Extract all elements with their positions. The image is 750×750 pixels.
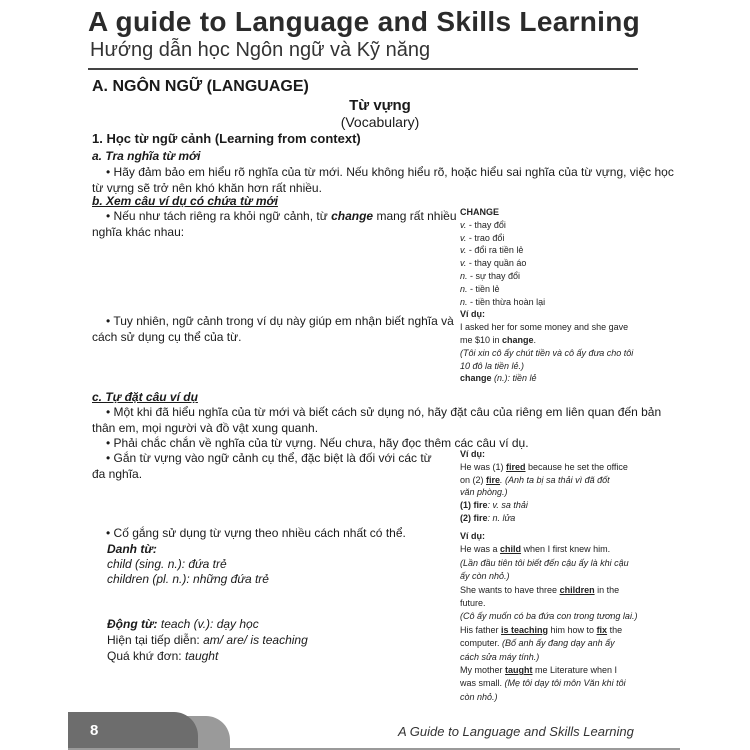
meaning-text: - thay đổi bbox=[466, 219, 506, 230]
keyword-child: child bbox=[500, 544, 522, 555]
keyword-is-teaching: is teaching bbox=[501, 624, 549, 635]
keyword-fix: fix bbox=[596, 624, 608, 635]
translation-line: cách sửa máy tính.) bbox=[460, 651, 540, 662]
present-line bbox=[107, 632, 308, 648]
page-subtitle: Hướng dẫn học Ngôn ngữ và Kỹ năng bbox=[90, 39, 431, 61]
text-span: • Nếu như tách riêng ra khỏi ngữ cảnh, từ bbox=[106, 209, 332, 223]
part-b-para1 bbox=[106, 208, 457, 224]
example-line bbox=[460, 677, 637, 690]
fire-box bbox=[460, 448, 628, 525]
example-label: Ví dụ: bbox=[460, 531, 485, 541]
text-span: . (Anh ta bị sa thải vì đã đốt bbox=[500, 474, 610, 485]
meaning-text: - sự thay đổi bbox=[467, 270, 521, 281]
text-span: His father bbox=[460, 624, 502, 635]
meaning-row bbox=[460, 296, 633, 309]
text-span: taught bbox=[184, 649, 219, 663]
text-span: when I first knew him. bbox=[521, 544, 611, 555]
text-span: because he set the office bbox=[525, 461, 628, 472]
text-span: computer. bbox=[460, 638, 503, 649]
pos-label: n. bbox=[460, 283, 468, 294]
meaning-row bbox=[460, 270, 633, 283]
translation-line: (Lần đầu tiên tôi biết đến cậu ấy là khi cậu bbox=[460, 557, 629, 568]
meaning-row bbox=[460, 283, 633, 296]
footer-title: A Guide to Language and Skills Learning bbox=[398, 724, 634, 739]
part-c-heading: c. Tự đặt câu ví dụ bbox=[92, 390, 198, 404]
child-box bbox=[460, 530, 637, 704]
definition-line bbox=[460, 512, 628, 525]
text-span: : n. lửa bbox=[487, 512, 516, 523]
text-span: (1) fire bbox=[460, 500, 488, 511]
meaning-text: - đổi ra tiền lẻ bbox=[466, 245, 524, 256]
vocabulary-title: Từ vựng bbox=[349, 97, 411, 114]
meaning-text: - thay quần áo bbox=[466, 258, 527, 269]
example-line bbox=[460, 334, 633, 347]
text-span: She wants to have three bbox=[460, 584, 560, 595]
part-a-line1: • Hãy đảm bảo em hiểu rõ nghĩa của từ mới. Nếu không hiểu rõ, hoặc hiểu sai nghĩa của từ vựng, việc học bbox=[106, 165, 674, 179]
text-span: He was (1) bbox=[460, 461, 507, 472]
pos-label: v. bbox=[460, 245, 467, 256]
example-line bbox=[460, 624, 637, 637]
example-label: Ví dụ: bbox=[460, 449, 485, 459]
translation-line: văn phòng.) bbox=[460, 487, 508, 498]
keyword-children: children bbox=[559, 584, 595, 595]
translation-line: còn nhỏ.) bbox=[460, 691, 498, 702]
part-b-para2-line1: • Tuy nhiên, ngữ cảnh trong ví dụ này giúp em nhận biết nghĩa và bbox=[106, 314, 454, 328]
part-c-para3-line2: đa nghĩa. bbox=[92, 467, 143, 481]
meaning-row bbox=[460, 232, 633, 245]
text-span: me Literature when I bbox=[532, 665, 618, 676]
change-box-title: CHANGE bbox=[460, 207, 500, 217]
translation-line: ấy còn nhỏ.) bbox=[460, 571, 510, 582]
part-b-para1-line2: nghĩa khác nhau: bbox=[92, 225, 185, 239]
example-line: future. bbox=[460, 598, 486, 609]
text-span: mang rất nhiều bbox=[373, 209, 457, 223]
pos-label: n. bbox=[460, 270, 468, 281]
part-c-para3-line1: • Gắn từ vựng vào ngữ cảnh cụ thể, đặc biệt là đối với các từ bbox=[106, 451, 432, 465]
part-c-para4: • Cố gắng sử dụng từ vựng theo nhiều cách nhất có thể. bbox=[106, 526, 406, 540]
keyword-change: change bbox=[502, 334, 534, 345]
part-b-para2-line2: cách sử dụng cụ thể của từ. bbox=[92, 330, 242, 344]
keyword-fire: fire bbox=[486, 474, 501, 485]
example-line bbox=[460, 637, 637, 650]
translation-line: (Cô ấy muốn có ba đứa con trong tương lai.) bbox=[460, 611, 638, 622]
page-number: 8 bbox=[90, 722, 99, 739]
keyword-change: change bbox=[460, 373, 492, 384]
meaning-row bbox=[460, 219, 633, 232]
example-line bbox=[460, 474, 628, 487]
text-span: (n.): tiền lẻ bbox=[491, 373, 537, 384]
part-c-para1-line2: thân em, mọi người và đồ vật xung quanh. bbox=[92, 421, 319, 435]
meaning-row bbox=[460, 244, 633, 257]
meaning-row bbox=[460, 257, 633, 270]
vocabulary-heading bbox=[300, 97, 460, 130]
text-span: (Bố anh ấy đang dạy anh ấy bbox=[502, 638, 615, 649]
text-span: He was a bbox=[460, 544, 501, 555]
text-span: in the bbox=[594, 584, 620, 595]
text-span: Quá khứ đơn: bbox=[107, 649, 185, 663]
example-line bbox=[460, 664, 637, 677]
meaning-text: - tiền lẻ bbox=[467, 283, 500, 294]
subsection-heading: 1. Học từ ngữ cảnh (Learning from context) bbox=[92, 131, 361, 146]
text-span: (Mẹ tôi dạy tôi môn Văn khi tôi bbox=[504, 678, 626, 689]
translation-line: (Tôi xin cô ấy chút tiền và cô ấy đưa cho tôi bbox=[460, 347, 634, 358]
pos-label: n. bbox=[460, 296, 468, 307]
pos-label: v. bbox=[460, 219, 467, 230]
vocabulary-subtitle: (Vocabulary) bbox=[340, 114, 420, 130]
keyword-fired: fired bbox=[506, 461, 526, 472]
text-span: . bbox=[533, 334, 537, 345]
example-line bbox=[460, 584, 637, 597]
text-span: My mother bbox=[460, 665, 506, 676]
part-a-line2: từ vựng sẽ trở nên khó khăn hơn rất nhiều. bbox=[92, 181, 322, 195]
text-span: him how to bbox=[548, 624, 597, 635]
text-span: on (2) bbox=[460, 474, 487, 485]
text-span: was small. bbox=[460, 678, 505, 689]
past-line bbox=[107, 648, 218, 664]
pos-label: v. bbox=[460, 232, 467, 243]
keyword-change: change bbox=[331, 209, 374, 223]
example-line bbox=[460, 543, 637, 556]
part-c-para2: • Phải chắc chắn về nghĩa của từ vựng. Nếu chưa, hãy đọc thêm các câu ví dụ. bbox=[106, 436, 529, 450]
part-b-heading: b. Xem câu ví dụ có chứa từ mới bbox=[92, 194, 278, 208]
definition-line bbox=[460, 499, 628, 512]
footer-tab bbox=[68, 712, 198, 750]
example-line bbox=[460, 461, 628, 474]
section-heading: A. NGÔN NGỮ (LANGUAGE) bbox=[92, 78, 309, 95]
page-title: A guide to Language and Skills Learning bbox=[88, 6, 641, 37]
meaning-text: - trao đổi bbox=[466, 232, 505, 243]
translation-line: 10 đô la tiền lẻ.) bbox=[460, 360, 525, 371]
part-c-para1-line1: • Một khi đã hiểu nghĩa của từ mới và biết cách sử dụng nó, hãy đặt câu của riêng em liên quan đến bản bbox=[106, 405, 662, 419]
text-span: am/ are/ is teaching bbox=[203, 633, 308, 647]
example-label: Ví dụ: bbox=[460, 309, 485, 320]
keyword-taught: taught bbox=[505, 665, 533, 676]
verb-line bbox=[107, 616, 259, 632]
text-span: Hiện tại tiếp diễn: bbox=[107, 633, 204, 647]
pos-label: v. bbox=[460, 258, 467, 269]
part-a-heading: a. Tra nghĩa từ mới bbox=[92, 149, 201, 163]
example-line: I asked her for some money and she gave bbox=[460, 322, 629, 333]
note-line bbox=[460, 372, 633, 385]
noun-label: Danh từ: bbox=[107, 542, 157, 556]
meaning-text: - tiền thừa hoàn lại bbox=[467, 296, 546, 307]
verb-label: Động từ: bbox=[107, 617, 158, 631]
text-span: (2) fire bbox=[460, 512, 488, 523]
noun-example-2: children (pl. n.): những đứa trẻ bbox=[107, 572, 269, 586]
text-span: me $10 in bbox=[460, 334, 503, 345]
header-divider bbox=[88, 68, 638, 70]
noun-example-1: child (sing. n.): đứa trẻ bbox=[107, 557, 227, 571]
text-span: the bbox=[607, 624, 623, 635]
text-span: teach (v.): dạy học bbox=[157, 617, 259, 631]
text-span: : v. sa thải bbox=[487, 500, 528, 511]
change-box bbox=[460, 206, 633, 385]
